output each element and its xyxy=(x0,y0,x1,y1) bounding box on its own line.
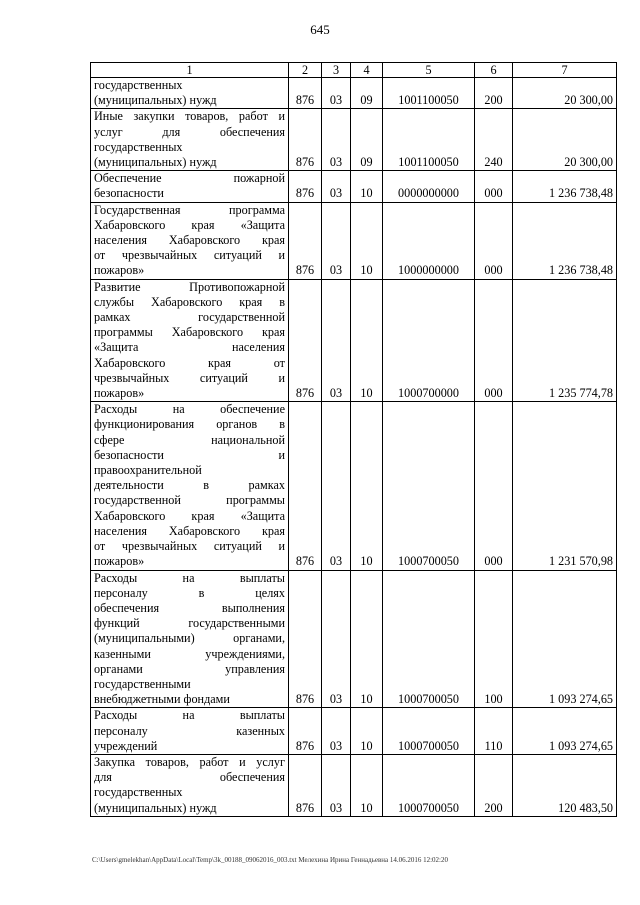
table-row xyxy=(91,570,617,708)
target-article-cell: 1000700050 xyxy=(383,570,475,708)
amount-cell: 120 483,50 xyxy=(513,754,617,816)
subsection-cell: 10 xyxy=(351,279,383,402)
row-name-line: учреждений xyxy=(94,738,158,753)
target-article-cell: 1000700050 xyxy=(383,708,475,755)
section-cell: 03 xyxy=(322,570,351,708)
section-cell: 03 xyxy=(322,171,351,202)
row-name-cell xyxy=(91,754,289,816)
budget-table xyxy=(90,62,617,817)
row-name-line: Обеспечение пожарной xyxy=(94,171,285,186)
expense-type-cell: 000 xyxy=(475,171,513,202)
row-name-line: услуг для обеспечения xyxy=(94,124,285,139)
header-cell: 5 xyxy=(383,63,475,78)
row-name-line: Иные закупки товаров, работ и xyxy=(94,109,285,124)
row-name-line: пожаров» xyxy=(94,554,145,569)
target-article-cell: 1000700050 xyxy=(383,402,475,570)
row-name-line: персоналу в целях xyxy=(94,585,285,600)
header-cell: 4 xyxy=(351,63,383,78)
subsection-cell: 10 xyxy=(351,202,383,279)
code-cell: 876 xyxy=(289,402,322,570)
subsection-cell: 09 xyxy=(351,78,383,109)
amount-cell: 20 300,00 xyxy=(513,109,617,171)
row-name-line: деятельности в рамках xyxy=(94,478,285,493)
expense-type-cell: 200 xyxy=(475,754,513,816)
code-cell: 876 xyxy=(289,570,322,708)
table-row xyxy=(91,171,617,202)
row-name-line: программы Хабаровского края xyxy=(94,325,285,340)
table-row xyxy=(91,754,617,816)
target-article-cell: 1000000000 xyxy=(383,202,475,279)
expense-type-cell: 000 xyxy=(475,402,513,570)
table-row xyxy=(91,202,617,279)
amount-cell: 1 236 738,48 xyxy=(513,171,617,202)
row-name-line: населения Хабаровского края xyxy=(94,523,285,538)
row-name-line: (муниципальных) нужд xyxy=(94,800,217,815)
row-name-cell xyxy=(91,78,289,109)
expense-type-cell: 110 xyxy=(475,708,513,755)
row-name-line: функций государственными xyxy=(94,616,285,631)
expense-type-cell: 000 xyxy=(475,279,513,402)
row-name-cell xyxy=(91,570,289,708)
subsection-cell: 09 xyxy=(351,109,383,171)
row-name-line: населения Хабаровского края xyxy=(94,233,285,248)
expense-type-cell: 100 xyxy=(475,570,513,708)
code-cell: 876 xyxy=(289,708,322,755)
row-name-line: Хабаровского края «Защита xyxy=(94,508,285,523)
row-name-cell xyxy=(91,171,289,202)
amount-cell: 1 231 570,98 xyxy=(513,402,617,570)
row-name-line: пожаров» xyxy=(94,263,145,278)
table-row xyxy=(91,109,617,171)
expense-type-cell: 240 xyxy=(475,109,513,171)
row-name-line: пожаров» xyxy=(94,386,145,401)
amount-cell: 20 300,00 xyxy=(513,78,617,109)
row-name-line: рамках государственной xyxy=(94,310,285,325)
row-name-line: Развитие Противопожарной xyxy=(94,279,285,294)
row-name-cell xyxy=(91,279,289,402)
row-name-line: (муниципальных) нужд xyxy=(94,93,217,108)
row-name-line: (муниципальных) нужд xyxy=(94,155,217,170)
row-name-cell xyxy=(91,202,289,279)
expense-type-cell: 000 xyxy=(475,202,513,279)
row-name-line: сфере национальной xyxy=(94,432,285,447)
amount-cell: 1 093 274,65 xyxy=(513,570,617,708)
row-name-line: безопасности xyxy=(94,186,164,201)
code-cell: 876 xyxy=(289,279,322,402)
amount-cell: 1 235 774,78 xyxy=(513,279,617,402)
row-name-line: «Защита населения xyxy=(94,340,285,355)
section-cell: 03 xyxy=(322,202,351,279)
row-name-line: Хабаровского края «Защита xyxy=(94,217,285,232)
subsection-cell: 10 xyxy=(351,402,383,570)
section-cell: 03 xyxy=(322,78,351,109)
row-name-line: Расходы на выплаты xyxy=(94,570,285,585)
subsection-cell: 10 xyxy=(351,708,383,755)
row-name-line: Хабаровского края от xyxy=(94,355,285,370)
row-name-line: от чрезвычайных ситуаций и xyxy=(94,248,285,263)
row-name-line: обеспечения выполнения xyxy=(94,600,285,615)
target-article-cell: 1001100050 xyxy=(383,109,475,171)
row-name-line: функционирования органов в xyxy=(94,417,285,432)
code-cell: 876 xyxy=(289,109,322,171)
code-cell: 876 xyxy=(289,78,322,109)
header-cell: 7 xyxy=(513,63,617,78)
row-name-line: Государственная программа xyxy=(94,202,285,217)
row-name-cell xyxy=(91,109,289,171)
row-name-line: государственной программы xyxy=(94,493,285,508)
file-path-footer: C:\Users\gmelekhan\AppData\Local\Temp\3k_00188_09062016_003.txt Мелехина Ирина Геннадьевна 14.06.2016 12:02:20 xyxy=(92,856,448,864)
subsection-cell: 10 xyxy=(351,754,383,816)
row-name-line: от чрезвычайных ситуаций и xyxy=(94,539,285,554)
row-name-line: безопасности и xyxy=(94,447,285,462)
row-name-line: Расходы на обеспечение xyxy=(94,402,285,417)
header-cell: 2 xyxy=(289,63,322,78)
header-cell: 1 xyxy=(91,63,289,78)
row-name-line: государственных xyxy=(94,78,183,92)
section-cell: 03 xyxy=(322,109,351,171)
section-cell: 03 xyxy=(322,279,351,402)
row-name-cell xyxy=(91,708,289,755)
code-cell: 876 xyxy=(289,754,322,816)
row-name-line: Закупка товаров, работ и услуг xyxy=(94,754,285,769)
table-row xyxy=(91,402,617,570)
row-name-line: (муниципальными) органами, xyxy=(94,631,285,646)
section-cell: 03 xyxy=(322,708,351,755)
table-row xyxy=(91,279,617,402)
row-name-line: чрезвычайных ситуаций и xyxy=(94,370,285,385)
row-name-line: государственных xyxy=(94,139,183,154)
target-article-cell: 1000700050 xyxy=(383,754,475,816)
row-name-line: правоохранительной xyxy=(94,463,202,478)
table-row xyxy=(91,78,617,109)
row-name-line: государственных xyxy=(94,785,183,800)
target-article-cell: 1000700000 xyxy=(383,279,475,402)
row-name-line: персоналу казенных xyxy=(94,723,285,738)
row-name-line: Расходы на выплаты xyxy=(94,708,285,723)
subsection-cell: 10 xyxy=(351,171,383,202)
row-name-line: органами управления xyxy=(94,661,285,676)
page-number: 645 xyxy=(310,22,330,37)
expense-type-cell: 200 xyxy=(475,78,513,109)
target-article-cell: 0000000000 xyxy=(383,171,475,202)
section-cell: 03 xyxy=(322,402,351,570)
row-name-cell xyxy=(91,402,289,570)
amount-cell: 1 093 274,65 xyxy=(513,708,617,755)
code-cell: 876 xyxy=(289,202,322,279)
table-row xyxy=(91,708,617,755)
code-cell: 876 xyxy=(289,171,322,202)
target-article-cell: 1001100050 xyxy=(383,78,475,109)
subsection-cell: 10 xyxy=(351,570,383,708)
amount-cell: 1 236 738,48 xyxy=(513,202,617,279)
header-cell: 3 xyxy=(322,63,351,78)
row-name-line: казенными учреждениями, xyxy=(94,646,285,661)
row-name-line: службы Хабаровского края в xyxy=(94,294,285,309)
section-cell: 03 xyxy=(322,754,351,816)
header-cell: 6 xyxy=(475,63,513,78)
row-name-line: государственными xyxy=(94,676,191,691)
row-name-line: внебюджетными фондами xyxy=(94,692,230,707)
row-name-line: для обеспечения xyxy=(94,770,285,785)
table-header-row xyxy=(91,63,617,78)
